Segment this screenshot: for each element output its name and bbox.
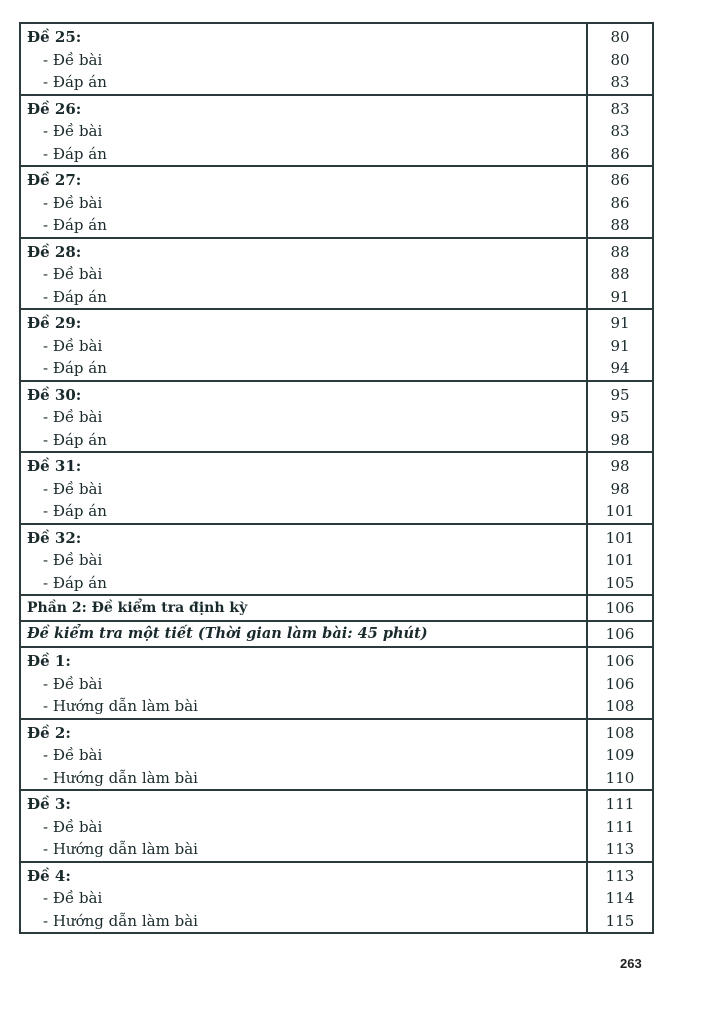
toc-item: - Đáp án: [43, 502, 107, 520]
toc-page: 110: [605, 768, 635, 787]
toc-page: 101: [605, 502, 635, 520]
toc-item: - Đáp án: [43, 430, 107, 449]
toc-page: 86: [610, 144, 630, 163]
toc-section: [21, 620, 652, 646]
toc-page: 88: [610, 216, 630, 234]
toc-item: - Đề bài: [43, 336, 103, 355]
toc-page: 80: [610, 50, 630, 69]
toc-page: 88: [610, 242, 630, 261]
toc-page: 98: [610, 457, 630, 475]
toc-group-de-3: [21, 789, 652, 861]
toc-page: 108: [605, 697, 635, 715]
toc-group-de-27: [21, 165, 652, 237]
toc-page: 115: [605, 911, 635, 930]
toc-page: 86: [610, 171, 630, 189]
toc-page: 106: [605, 599, 635, 617]
toc-page: 94: [610, 359, 630, 377]
toc-group-de-25: [21, 22, 652, 94]
toc-item: - Đề bài: [43, 889, 103, 907]
toc-item: - Đề bài: [43, 265, 103, 283]
toc-item: - Đề bài: [43, 746, 103, 764]
toc-heading: Đề 25:: [27, 28, 82, 46]
toc-heading: Đề 3:: [27, 795, 71, 813]
toc-item: - Đáp án: [43, 573, 107, 592]
toc-heading: Đề 32:: [27, 528, 82, 547]
toc-item: - Đề bài: [43, 551, 103, 569]
toc-item: - Hướng dẫn làm bài: [43, 911, 198, 930]
toc-page: 95: [610, 408, 630, 426]
toc-group-de-29: [21, 308, 652, 380]
toc-item: - Đề bài: [43, 193, 103, 212]
toc-page: 101: [605, 551, 635, 569]
toc-item: - Hướng dẫn làm bài: [43, 840, 198, 858]
toc-page: 80: [610, 28, 630, 46]
toc-heading: Đề 26:: [27, 99, 82, 118]
toc-page: 111: [605, 817, 635, 836]
toc-heading: Đề 30:: [27, 385, 82, 404]
toc-page: 105: [605, 573, 635, 592]
toc-item: - Đáp án: [43, 359, 107, 377]
toc-group-de-31: [21, 451, 652, 523]
toc-page: 113: [605, 866, 635, 885]
toc-page: 83: [610, 99, 630, 118]
toc-page: 109: [605, 746, 635, 764]
toc-page: 88: [610, 265, 630, 283]
toc-page: 106: [605, 625, 635, 643]
toc-page: 86: [610, 193, 630, 212]
toc-page: 91: [610, 287, 630, 306]
toc-page: 108: [605, 723, 635, 742]
toc-item: - Đáp án: [43, 73, 107, 91]
toc-group-de-32: [21, 523, 652, 595]
section-title: Đề kiểm tra một tiết (Thời gian làm bài: 45 phút): [27, 625, 428, 642]
toc-page: 114: [605, 889, 635, 907]
toc-item: - Đề bài: [43, 674, 103, 693]
toc-heading: Đề 31:: [27, 457, 82, 475]
toc-item: - Đề bài: [43, 122, 103, 140]
toc-page: 111: [605, 795, 635, 813]
toc-table: [19, 22, 654, 934]
toc-group-de-28: [21, 237, 652, 309]
toc-page: 101: [605, 528, 635, 547]
toc-item: - Hướng dẫn làm bài: [43, 697, 198, 715]
toc-page: 83: [610, 122, 630, 140]
toc-item: - Đáp án: [43, 287, 107, 306]
toc-page: 98: [610, 479, 630, 498]
toc-heading: Đề 27:: [27, 171, 82, 189]
toc-group-de-30: [21, 380, 652, 452]
toc-page: 91: [610, 314, 630, 332]
toc-item: - Hướng dẫn làm bài: [43, 768, 198, 787]
toc-page: 91: [610, 336, 630, 355]
toc-heading: Đề 29:: [27, 314, 82, 332]
toc-page: 83: [610, 73, 630, 91]
toc-part-2: [21, 594, 652, 620]
toc-item: - Đề bài: [43, 50, 103, 69]
toc-group-de-1: [21, 646, 652, 718]
page-number: 263: [620, 956, 642, 971]
toc-page: 106: [605, 674, 635, 693]
toc-page: 106: [605, 652, 635, 670]
toc-item: - Đề bài: [43, 817, 103, 836]
toc-heading: Đề 2:: [27, 723, 71, 742]
toc-group-de-2: [21, 718, 652, 790]
toc-item: - Đáp án: [43, 144, 107, 163]
part-title: Phần 2: Đề kiểm tra định kỳ: [27, 600, 248, 616]
toc-heading: Đề 1:: [27, 652, 71, 670]
toc-item: - Đề bài: [43, 408, 103, 426]
toc-page: 98: [610, 430, 630, 449]
toc-group-de-4: [21, 861, 652, 933]
toc-heading: Đề 4:: [27, 866, 71, 885]
toc-page: 95: [610, 385, 630, 404]
toc-page: 113: [605, 840, 635, 858]
toc-item: - Đề bài: [43, 479, 103, 498]
toc-item: - Đáp án: [43, 216, 107, 234]
toc-heading: Đề 28:: [27, 242, 82, 261]
toc-group-de-26: [21, 94, 652, 166]
